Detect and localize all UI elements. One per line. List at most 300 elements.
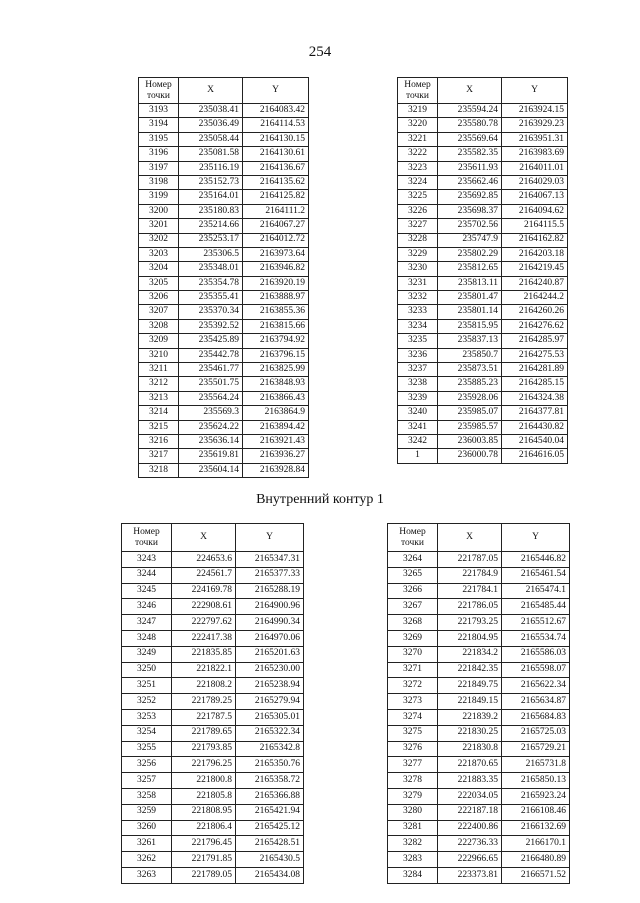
table-row xyxy=(398,247,568,261)
point-number-cell: 3214 xyxy=(139,406,179,420)
x-coordinate-cell: 222187.18 xyxy=(438,804,502,820)
coordinates-table-3 xyxy=(121,523,304,884)
x-coordinate-cell: 224561.7 xyxy=(172,567,236,583)
x-coordinate-cell: 235348.01 xyxy=(179,262,243,276)
table-row xyxy=(388,615,570,631)
point-number-cell: 3247 xyxy=(122,615,172,631)
point-number-cell: 3230 xyxy=(398,262,438,276)
x-coordinate-cell: 235580.78 xyxy=(438,118,502,132)
y-coordinate-cell: 2165434.08 xyxy=(236,867,304,883)
table-row xyxy=(388,599,570,615)
point-number-cell: 3258 xyxy=(122,788,172,804)
x-coordinate-cell: 235815.95 xyxy=(438,319,502,333)
y-coordinate-cell: 2163983.69 xyxy=(502,147,568,161)
y-coordinate-cell: 2165305.01 xyxy=(236,709,304,725)
y-coordinate-cell: 2164970.06 xyxy=(236,630,304,646)
x-coordinate-cell: 235569.64 xyxy=(438,132,502,146)
table-row xyxy=(398,262,568,276)
x-coordinate-cell: 221883.35 xyxy=(438,773,502,789)
point-number-cell: 3210 xyxy=(139,348,179,362)
y-coordinate-cell: 2165850.13 xyxy=(502,773,570,789)
header-number-line: Номер xyxy=(145,79,172,90)
x-coordinate-cell: 221849.75 xyxy=(438,678,502,694)
y-coordinate-cell: 2164203.18 xyxy=(502,247,568,261)
point-number-cell: 3277 xyxy=(388,757,438,773)
y-coordinate-cell: 2163825.99 xyxy=(243,363,309,377)
point-number-cell: 3270 xyxy=(388,646,438,662)
y-coordinate-cell: 2164130.15 xyxy=(243,132,309,146)
point-number-cell: 3196 xyxy=(139,147,179,161)
table-row xyxy=(388,773,570,789)
x-coordinate-cell: 221789.25 xyxy=(172,694,236,710)
point-number-cell: 3283 xyxy=(388,852,438,868)
x-coordinate-cell: 235081.58 xyxy=(179,147,243,161)
y-coordinate-cell: 2165485.44 xyxy=(502,599,570,615)
table-row xyxy=(388,567,570,583)
y-coordinate-cell: 2164275.53 xyxy=(502,348,568,362)
table-row xyxy=(122,788,304,804)
table-row xyxy=(388,552,570,568)
x-coordinate-cell: 221800.8 xyxy=(172,773,236,789)
y-coordinate-cell: 2164136.67 xyxy=(243,161,309,175)
y-coordinate-cell: 2163848.93 xyxy=(243,377,309,391)
table-row xyxy=(388,867,570,883)
y-coordinate-cell: 2163951.31 xyxy=(502,132,568,146)
x-coordinate-cell: 222034.05 xyxy=(438,788,502,804)
y-coordinate-cell: 2165684.83 xyxy=(502,709,570,725)
table-row xyxy=(122,615,304,631)
x-coordinate-cell: 235253.17 xyxy=(179,233,243,247)
table-row xyxy=(139,449,309,463)
x-coordinate-cell: 235611.93 xyxy=(438,161,502,175)
x-header: X xyxy=(438,524,502,552)
y-coordinate-cell: 2164285.97 xyxy=(502,334,568,348)
table-row xyxy=(398,377,568,391)
table-row xyxy=(122,741,304,757)
x-coordinate-cell: 221808.2 xyxy=(172,678,236,694)
point-number-cell: 3217 xyxy=(139,449,179,463)
y-coordinate-cell: 2164324.38 xyxy=(502,391,568,405)
section-title: Внутренний контур 1 xyxy=(256,492,384,507)
y-coordinate-cell: 2166170.1 xyxy=(502,836,570,852)
y-coordinate-cell: 2163929.23 xyxy=(502,118,568,132)
x-coordinate-cell: 235594.24 xyxy=(438,104,502,118)
x-coordinate-cell: 235569.3 xyxy=(179,406,243,420)
y-coordinate-cell: 2165622.34 xyxy=(502,678,570,694)
point-number-cell: 3252 xyxy=(122,694,172,710)
x-coordinate-cell: 221835.85 xyxy=(172,646,236,662)
point-number-cell: 3268 xyxy=(388,615,438,631)
table-row xyxy=(398,334,568,348)
point-number-cell: 3200 xyxy=(139,204,179,218)
x-coordinate-cell: 221786.05 xyxy=(438,599,502,615)
table-row xyxy=(398,434,568,448)
table-row xyxy=(122,820,304,836)
x-coordinate-cell: 221842.35 xyxy=(438,662,502,678)
table-row xyxy=(139,334,309,348)
y-coordinate-cell: 2164540.04 xyxy=(502,434,568,448)
table-row xyxy=(398,348,568,362)
x-coordinate-cell: 236000.78 xyxy=(438,449,502,463)
x-coordinate-cell: 235636.14 xyxy=(179,434,243,448)
table-row xyxy=(122,646,304,662)
x-coordinate-cell: 235813.11 xyxy=(438,276,502,290)
point-number-cell: 3229 xyxy=(398,247,438,261)
x-coordinate-cell: 235582.35 xyxy=(438,147,502,161)
table-row xyxy=(388,662,570,678)
point-number-cell: 3282 xyxy=(388,836,438,852)
y-coordinate-cell: 2166571.52 xyxy=(502,867,570,883)
point-number-cell: 3259 xyxy=(122,804,172,820)
table-row xyxy=(388,741,570,757)
table-row xyxy=(398,147,568,161)
table-row xyxy=(398,319,568,333)
table-row xyxy=(122,630,304,646)
point-number-cell: 3257 xyxy=(122,773,172,789)
point-number-cell: 3273 xyxy=(388,694,438,710)
x-coordinate-cell: 235604.14 xyxy=(179,463,243,477)
x-coordinate-cell: 235702.56 xyxy=(438,219,502,233)
x-coordinate-cell: 221839.2 xyxy=(438,709,502,725)
table-row xyxy=(398,449,568,463)
y-coordinate-cell: 2164240.87 xyxy=(502,276,568,290)
y-coordinate-cell: 2165358.72 xyxy=(236,773,304,789)
y-coordinate-cell: 2164244.2 xyxy=(502,291,568,305)
y-coordinate-cell: 2165729.21 xyxy=(502,741,570,757)
x-coordinate-cell: 221789.05 xyxy=(172,867,236,883)
y-header: Y xyxy=(243,78,309,104)
point-number-cell: 3220 xyxy=(398,118,438,132)
y-coordinate-cell: 2164115.5 xyxy=(502,219,568,233)
y-coordinate-cell: 2164990.34 xyxy=(236,615,304,631)
y-coordinate-cell: 2164067.27 xyxy=(243,219,309,233)
y-coordinate-cell: 2163815.66 xyxy=(243,319,309,333)
header-point-line: точки xyxy=(400,537,424,548)
y-coordinate-cell: 2166480.89 xyxy=(502,852,570,868)
point-number-cell: 3250 xyxy=(122,662,172,678)
table-row xyxy=(388,788,570,804)
table-row xyxy=(139,233,309,247)
y-coordinate-cell: 2165350.76 xyxy=(236,757,304,773)
point-number-cell: 3218 xyxy=(139,463,179,477)
y-coordinate-cell: 2163864.9 xyxy=(243,406,309,420)
x-coordinate-cell: 235461.77 xyxy=(179,363,243,377)
table-row xyxy=(139,247,309,261)
point-number-cell: 3197 xyxy=(139,161,179,175)
x-coordinate-cell: 221789.65 xyxy=(172,725,236,741)
x-coordinate-cell: 235698.37 xyxy=(438,204,502,218)
y-coordinate-cell: 2165598.07 xyxy=(502,662,570,678)
table-row xyxy=(122,757,304,773)
y-coordinate-cell: 2164616.05 xyxy=(502,449,568,463)
point-number-cell: 3264 xyxy=(388,552,438,568)
point-number-cell: 3276 xyxy=(388,741,438,757)
point-number-cell: 3281 xyxy=(388,820,438,836)
point-number-cell: 3219 xyxy=(398,104,438,118)
table-row xyxy=(139,147,309,161)
y-coordinate-cell: 2164260.26 xyxy=(502,305,568,319)
x-coordinate-cell: 235692.85 xyxy=(438,190,502,204)
table-row xyxy=(398,219,568,233)
x-coordinate-cell: 222417.38 xyxy=(172,630,236,646)
coordinates-table-2 xyxy=(397,77,568,464)
point-number-cell: 3225 xyxy=(398,190,438,204)
y-coordinate-cell: 2165366.88 xyxy=(236,788,304,804)
table-row xyxy=(398,118,568,132)
table-row xyxy=(139,276,309,290)
table-row xyxy=(398,363,568,377)
x-coordinate-cell: 235355.41 xyxy=(179,291,243,305)
table-row xyxy=(139,406,309,420)
table-row xyxy=(139,463,309,477)
x-coordinate-cell: 235306.5 xyxy=(179,247,243,261)
table-row xyxy=(398,204,568,218)
point-number-cell: 3278 xyxy=(388,773,438,789)
y-coordinate-cell: 2164135.62 xyxy=(243,175,309,189)
point-number-cell: 3263 xyxy=(122,867,172,883)
y-coordinate-cell: 2165923.24 xyxy=(502,788,570,804)
y-coordinate-cell: 2166108.46 xyxy=(502,804,570,820)
table-row xyxy=(122,804,304,820)
y-coordinate-cell: 2165474.1 xyxy=(502,583,570,599)
point-number-cell: 3208 xyxy=(139,319,179,333)
point-number-cell: 3224 xyxy=(398,175,438,189)
point-number-cell: 3246 xyxy=(122,599,172,615)
point-number-cell: 3239 xyxy=(398,391,438,405)
y-coordinate-cell: 2165230.00 xyxy=(236,662,304,678)
x-coordinate-cell: 235442.78 xyxy=(179,348,243,362)
point-number-cell: 3228 xyxy=(398,233,438,247)
table-row xyxy=(398,132,568,146)
x-coordinate-cell: 221806.4 xyxy=(172,820,236,836)
point-number-cell: 3215 xyxy=(139,420,179,434)
y-coordinate-cell: 2164377.81 xyxy=(502,406,568,420)
point-number-cell: 3249 xyxy=(122,646,172,662)
x-header: X xyxy=(438,78,502,104)
point-number-cell: 3207 xyxy=(139,305,179,319)
y-coordinate-cell: 2164125.82 xyxy=(243,190,309,204)
table-row xyxy=(398,233,568,247)
y-coordinate-cell: 2165288.19 xyxy=(236,583,304,599)
y-coordinate-cell: 2163936.27 xyxy=(243,449,309,463)
point-number-header xyxy=(398,78,438,104)
x-coordinate-cell: 224169.78 xyxy=(172,583,236,599)
point-number-cell: 3209 xyxy=(139,334,179,348)
point-number-cell: 3279 xyxy=(388,788,438,804)
point-number-cell: 3253 xyxy=(122,709,172,725)
x-coordinate-cell: 235425.89 xyxy=(179,334,243,348)
y-coordinate-cell: 2163894.42 xyxy=(243,420,309,434)
x-coordinate-cell: 235812.65 xyxy=(438,262,502,276)
table-header-row xyxy=(139,78,309,104)
point-number-cell: 3260 xyxy=(122,820,172,836)
x-coordinate-cell: 221870.65 xyxy=(438,757,502,773)
point-number-cell: 3198 xyxy=(139,175,179,189)
x-coordinate-cell: 221834.2 xyxy=(438,646,502,662)
y-header: Y xyxy=(236,524,304,552)
x-header: X xyxy=(172,524,236,552)
table-row xyxy=(122,678,304,694)
x-coordinate-cell: 235619.81 xyxy=(179,449,243,463)
point-number-cell: 3201 xyxy=(139,219,179,233)
x-coordinate-cell: 235747.9 xyxy=(438,233,502,247)
y-coordinate-cell: 2164130.61 xyxy=(243,147,309,161)
point-number-cell: 3240 xyxy=(398,406,438,420)
point-number-cell: 3275 xyxy=(388,725,438,741)
y-header: Y xyxy=(502,524,570,552)
y-coordinate-cell: 2165428.51 xyxy=(236,836,304,852)
point-number-cell: 3284 xyxy=(388,867,438,883)
y-coordinate-cell: 2165586.03 xyxy=(502,646,570,662)
point-number-cell: 3226 xyxy=(398,204,438,218)
table-row xyxy=(139,219,309,233)
point-number-cell: 3242 xyxy=(398,434,438,448)
table-row xyxy=(139,420,309,434)
point-number-cell: 3274 xyxy=(388,709,438,725)
x-coordinate-cell: 221787.5 xyxy=(172,709,236,725)
point-number-cell: 3194 xyxy=(139,118,179,132)
point-number-cell: 3238 xyxy=(398,377,438,391)
x-coordinate-cell: 235985.57 xyxy=(438,420,502,434)
point-number-cell: 3267 xyxy=(388,599,438,615)
point-number-cell: 3245 xyxy=(122,583,172,599)
point-number-cell: 3248 xyxy=(122,630,172,646)
table-row xyxy=(139,161,309,175)
table-row xyxy=(139,305,309,319)
y-coordinate-cell: 2164011.01 xyxy=(502,161,568,175)
x-coordinate-cell: 221796.45 xyxy=(172,836,236,852)
point-number-cell: 3244 xyxy=(122,567,172,583)
y-coordinate-cell: 2165201.63 xyxy=(236,646,304,662)
y-coordinate-cell: 2163888.97 xyxy=(243,291,309,305)
y-coordinate-cell: 2163796.15 xyxy=(243,348,309,362)
x-coordinate-cell: 222966.65 xyxy=(438,852,502,868)
coordinates-table-1 xyxy=(138,77,309,478)
table-row xyxy=(398,161,568,175)
point-number-cell: 3254 xyxy=(122,725,172,741)
table-row xyxy=(139,132,309,146)
x-coordinate-cell: 235038.41 xyxy=(179,104,243,118)
x-coordinate-cell: 221808.95 xyxy=(172,804,236,820)
x-coordinate-cell: 235873.51 xyxy=(438,363,502,377)
table-row xyxy=(388,836,570,852)
x-coordinate-cell: 235801.14 xyxy=(438,305,502,319)
y-coordinate-cell: 2165512.67 xyxy=(502,615,570,631)
point-number-cell: 3243 xyxy=(122,552,172,568)
y-coordinate-cell: 2165461.54 xyxy=(502,567,570,583)
table-row xyxy=(139,190,309,204)
header-point-line: точки xyxy=(134,537,158,548)
table-row xyxy=(398,406,568,420)
y-coordinate-cell: 2163855.36 xyxy=(243,305,309,319)
x-coordinate-cell: 235164.01 xyxy=(179,190,243,204)
y-coordinate-cell: 2163794.92 xyxy=(243,334,309,348)
y-coordinate-cell: 2165634.87 xyxy=(502,694,570,710)
x-coordinate-cell: 221804.95 xyxy=(438,630,502,646)
x-coordinate-cell: 235392.52 xyxy=(179,319,243,333)
y-coordinate-cell: 2163921.43 xyxy=(243,434,309,448)
table-row xyxy=(388,583,570,599)
point-number-cell: 3222 xyxy=(398,147,438,161)
point-number-cell: 3262 xyxy=(122,852,172,868)
point-number-cell: 3205 xyxy=(139,276,179,290)
table-row xyxy=(139,377,309,391)
y-coordinate-cell: 2164067.13 xyxy=(502,190,568,204)
table-header-row xyxy=(122,524,304,552)
x-coordinate-cell: 223373.81 xyxy=(438,867,502,883)
table-row xyxy=(388,646,570,662)
point-number-cell: 3236 xyxy=(398,348,438,362)
point-number-cell: 1 xyxy=(398,449,438,463)
table-row xyxy=(122,599,304,615)
point-number-cell: 3265 xyxy=(388,567,438,583)
table-row xyxy=(398,104,568,118)
table-row xyxy=(139,262,309,276)
x-coordinate-cell: 235928.06 xyxy=(438,391,502,405)
table-row xyxy=(139,104,309,118)
point-number-cell: 3221 xyxy=(398,132,438,146)
point-number-cell: 3255 xyxy=(122,741,172,757)
y-coordinate-cell: 2164430.82 xyxy=(502,420,568,434)
y-coordinate-cell: 2163928.84 xyxy=(243,463,309,477)
point-number-cell: 3241 xyxy=(398,420,438,434)
x-coordinate-cell: 235116.19 xyxy=(179,161,243,175)
table-row xyxy=(122,852,304,868)
x-coordinate-cell: 224653.6 xyxy=(172,552,236,568)
point-number-cell: 3233 xyxy=(398,305,438,319)
point-number-cell: 3269 xyxy=(388,630,438,646)
table-row xyxy=(139,291,309,305)
point-number-cell: 3211 xyxy=(139,363,179,377)
y-coordinate-cell: 2165534.74 xyxy=(502,630,570,646)
x-coordinate-cell: 221830.8 xyxy=(438,741,502,757)
point-number-cell: 3235 xyxy=(398,334,438,348)
y-coordinate-cell: 2164012.72 xyxy=(243,233,309,247)
y-coordinate-cell: 2164094.62 xyxy=(502,204,568,218)
x-coordinate-cell: 221849.15 xyxy=(438,694,502,710)
point-number-header xyxy=(388,524,438,552)
table-row xyxy=(388,757,570,773)
x-coordinate-cell: 221830.25 xyxy=(438,725,502,741)
x-coordinate-cell: 235180.83 xyxy=(179,204,243,218)
table-row xyxy=(139,363,309,377)
x-header: X xyxy=(179,78,243,104)
point-number-cell: 3204 xyxy=(139,262,179,276)
y-coordinate-cell: 2165238.94 xyxy=(236,678,304,694)
x-coordinate-cell: 235850.7 xyxy=(438,348,502,362)
table-row xyxy=(388,678,570,694)
y-coordinate-cell: 2165425.12 xyxy=(236,820,304,836)
x-coordinate-cell: 235837.13 xyxy=(438,334,502,348)
point-number-cell: 3251 xyxy=(122,678,172,694)
x-coordinate-cell: 222736.33 xyxy=(438,836,502,852)
page-number: 254 xyxy=(308,44,332,60)
table-row xyxy=(122,836,304,852)
point-number-cell: 3261 xyxy=(122,836,172,852)
x-coordinate-cell: 235662.46 xyxy=(438,175,502,189)
table-row xyxy=(139,348,309,362)
header-point-line: точки xyxy=(146,90,170,101)
y-coordinate-cell: 2163924.15 xyxy=(502,104,568,118)
point-number-cell: 3256 xyxy=(122,757,172,773)
table-row xyxy=(139,175,309,189)
y-coordinate-cell: 2164029.03 xyxy=(502,175,568,189)
table-row xyxy=(139,319,309,333)
table-row xyxy=(388,630,570,646)
point-number-cell: 3199 xyxy=(139,190,179,204)
x-coordinate-cell: 235058.44 xyxy=(179,132,243,146)
x-coordinate-cell: 235214.66 xyxy=(179,219,243,233)
